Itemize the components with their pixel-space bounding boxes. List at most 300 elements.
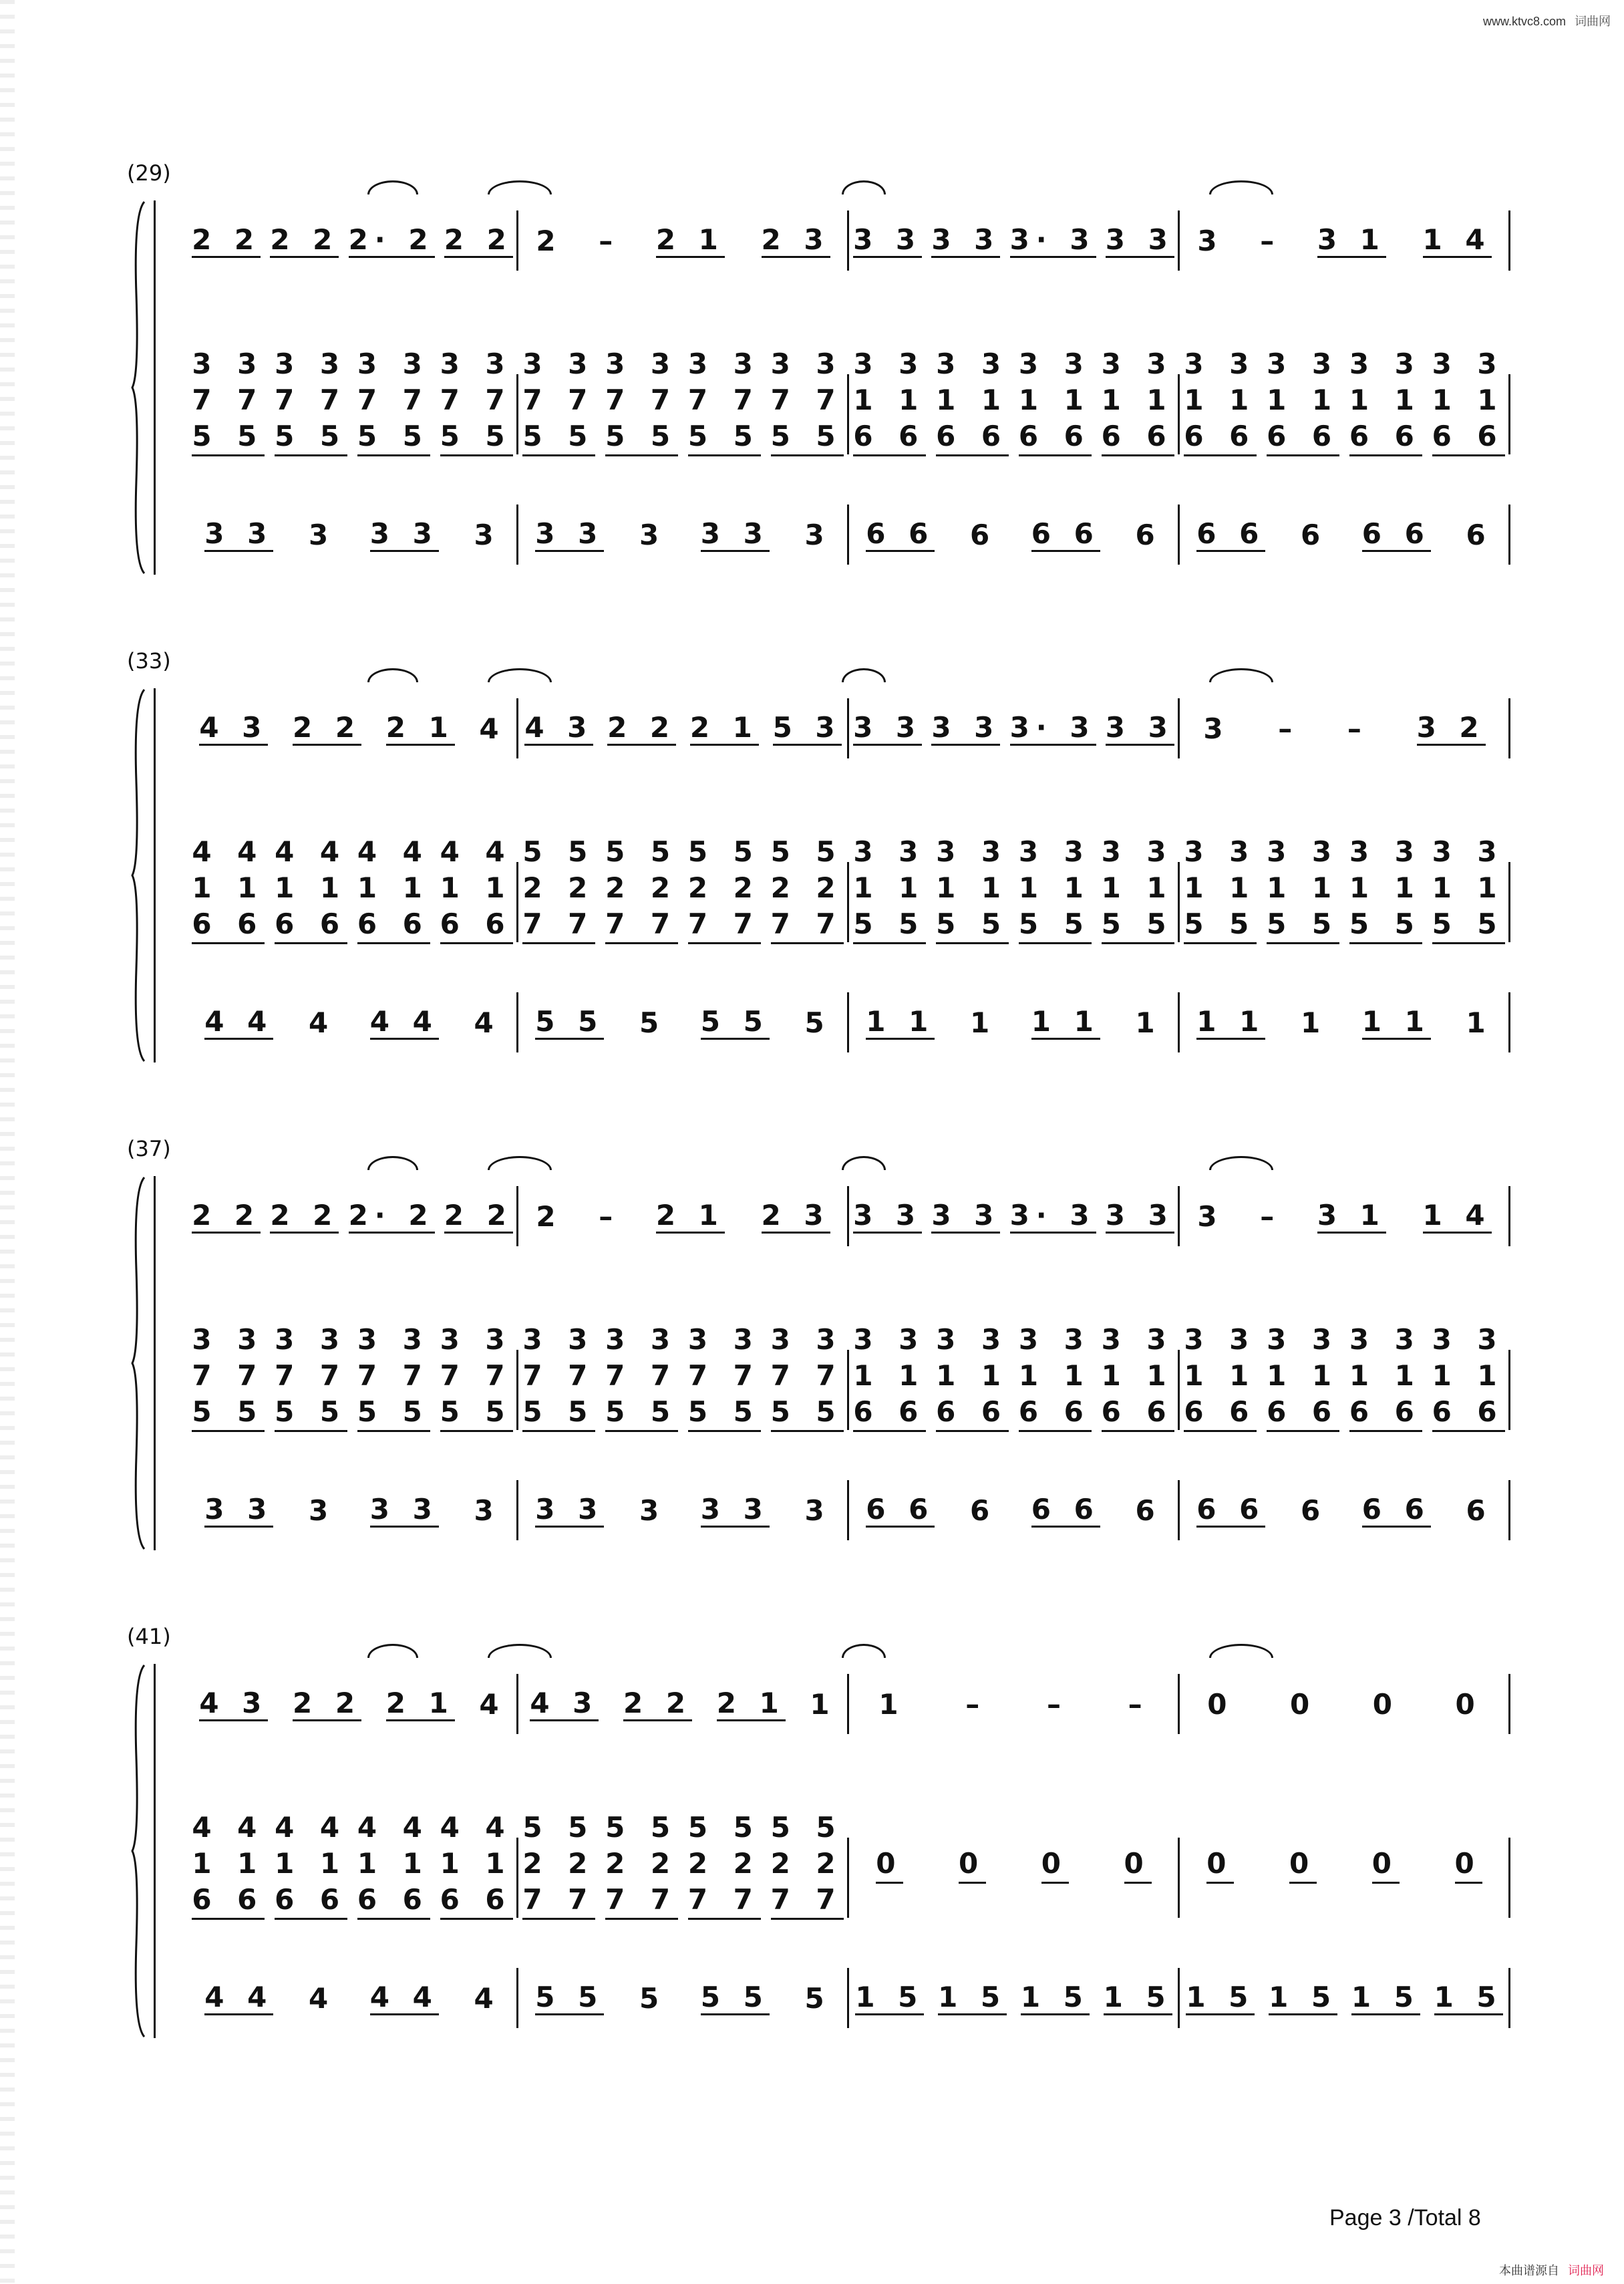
chord-mid-note: 1 1 (936, 871, 1009, 904)
chord-top-note: 3 3 (853, 1322, 927, 1356)
chord-stack (605, 1322, 678, 1432)
melody-note: – (599, 224, 620, 257)
system-barline (154, 1664, 156, 2038)
chord-stack (1349, 834, 1422, 944)
chord-stack (192, 834, 265, 944)
chord-bot-note: 5 5 (1267, 906, 1339, 944)
bass-note: 3 3 (370, 1493, 439, 1528)
chord-top-note: 3 3 (440, 347, 513, 380)
chord-mid-note: 1 1 (936, 1359, 1009, 1392)
chord-bot-note: 5 5 (1432, 906, 1505, 944)
tie-slur (488, 1644, 552, 1658)
chord-top-note: 4 4 (357, 835, 430, 868)
watermark-strip (0, 0, 15, 2284)
bass-note: 3 (474, 518, 500, 551)
bass-note: 6 (1466, 1493, 1492, 1527)
melody-note: 3 3 (931, 711, 1000, 746)
measure (848, 688, 1179, 768)
chord-top-note: 3 3 (1101, 347, 1174, 380)
chord-mid-note: 1 1 (275, 871, 348, 904)
chord-bot-note: 5 5 (853, 906, 926, 944)
chord-bot-note: 5 5 (1019, 906, 1092, 944)
chord-top-note: 3 3 (687, 1322, 761, 1356)
measure (518, 1958, 848, 2038)
bass-note: 3 (308, 518, 335, 551)
chord-mid-note: 2 2 (687, 1846, 761, 1880)
barline (1508, 1674, 1510, 1734)
chord-top-note: 3 3 (1184, 1322, 1257, 1356)
chord-stack (1019, 834, 1092, 944)
bass-note: 3 (639, 1493, 666, 1527)
melody-note: – (1260, 224, 1281, 257)
chord-stack (771, 346, 844, 456)
bass-note: 1 5 (1186, 1981, 1255, 2015)
chord-stack (1432, 1322, 1505, 1432)
tie-slur (1209, 1156, 1273, 1170)
measure-number-label: (29) (127, 160, 171, 186)
chord-mid-note: 1 1 (1267, 1359, 1340, 1392)
melody-note: 2 (536, 224, 562, 257)
bass-note: 3 (308, 1493, 335, 1527)
chord-top-note: 5 5 (522, 835, 596, 868)
chord-top-note: 3 3 (605, 347, 679, 380)
chord-top-note: 3 3 (192, 347, 265, 380)
melody-note: 3 (1197, 1199, 1224, 1233)
chord-stack (522, 834, 595, 944)
measure (187, 1958, 518, 2038)
chord-mid-note: 7 7 (192, 1359, 265, 1392)
chord-stack (1432, 346, 1505, 456)
measure (187, 1664, 518, 1744)
chord-stack (1267, 834, 1339, 944)
chord-mid-note: 1 1 (1432, 383, 1505, 416)
melody-note: 4 (479, 1687, 506, 1721)
melody-note: 2 2 (270, 1199, 339, 1234)
chord-top-note: 3 3 (853, 835, 927, 868)
melody-note: 0 (1455, 1687, 1482, 1721)
bass-note: 3 3 (370, 517, 439, 552)
system-barline (154, 688, 156, 1062)
melody-staff (187, 1176, 1496, 1256)
chord-mid-note: 1 1 (853, 1359, 927, 1392)
chord-stack (1184, 1322, 1257, 1432)
barline (1508, 862, 1510, 942)
chord-mid-note: 7 7 (440, 1359, 513, 1392)
bass-note: 4 (308, 1006, 335, 1039)
bass-note: 6 6 (866, 517, 935, 552)
chord-bot-note: 5 5 (522, 1394, 595, 1432)
barline (1508, 1968, 1510, 2028)
chord-stack (522, 1322, 595, 1432)
measure (518, 829, 848, 949)
chord-stack (936, 1322, 1009, 1432)
tie-slur (488, 668, 552, 682)
bass-note: 1 5 (1269, 1981, 1337, 2015)
tie-slur (842, 668, 886, 682)
chord-stack (936, 834, 1009, 944)
chord-mid-note: 7 7 (770, 1359, 844, 1392)
bass-note: 6 6 (866, 1493, 935, 1528)
chord-stack (688, 1322, 761, 1432)
tie-slur (367, 668, 418, 682)
melody-note: 4 3 (530, 1687, 599, 1721)
barline (1508, 210, 1510, 271)
bass-note: 3 3 (535, 1493, 604, 1528)
measure (1179, 1176, 1510, 1256)
chord-mid-note: 7 7 (522, 1359, 596, 1392)
chord-top-note: 3 3 (770, 347, 844, 380)
chord-stack (192, 1810, 265, 1920)
chord-bot-note: 7 7 (771, 906, 844, 944)
chord-bot-note: 6 6 (853, 1394, 926, 1432)
chord-bot-note: 6 6 (1267, 1394, 1339, 1432)
measure (1179, 1958, 1510, 2038)
chord-stack (1455, 1846, 1482, 1884)
bass-staff (187, 982, 1496, 1062)
bass-note: 1 5 (1104, 1981, 1172, 2015)
measure (187, 1804, 518, 1924)
chord-stack (357, 1810, 430, 1920)
chord-mid-note: 2 2 (770, 1846, 844, 1880)
measure (518, 200, 848, 281)
chord-stack (771, 1322, 844, 1432)
melody-staff (187, 200, 1496, 281)
chord-mid-note: 1 1 (1349, 1359, 1422, 1392)
measure (1179, 982, 1510, 1062)
bass-note: 3 3 (204, 1493, 273, 1528)
melody-note: 2 1 (656, 223, 725, 258)
melody-note: 0 (1207, 1687, 1234, 1721)
chord-top-note: 3 3 (1018, 347, 1092, 380)
score-system (127, 1136, 1505, 1564)
melody-note: 3· 3 (1010, 711, 1096, 746)
chord-stack (853, 346, 926, 456)
chord-mid-note: 1 1 (1018, 383, 1092, 416)
chord-bot-note: 0 (1289, 1846, 1317, 1884)
bass-note: 1 (1466, 1006, 1492, 1039)
measure (518, 1470, 848, 1550)
measure (848, 341, 1179, 461)
chord-bot-note: 6 6 (1349, 1394, 1422, 1432)
chord-stack (605, 1810, 678, 1920)
melody-note: 1 4 (1423, 223, 1492, 258)
chord-stack (771, 834, 844, 944)
bass-note: 3 (639, 518, 666, 551)
chord-mid-note: 1 1 (1101, 383, 1174, 416)
chord-stack (1184, 834, 1257, 944)
melody-note: 2 1 (656, 1199, 725, 1234)
chord-top-note: 3 3 (1267, 835, 1340, 868)
score-system (127, 1624, 1503, 2051)
chord-stack (688, 1810, 761, 1920)
chord-top-note: 4 4 (357, 1810, 430, 1844)
chord-bot-note: 6 6 (357, 1882, 430, 1920)
chord-bot-note: 7 7 (522, 906, 595, 944)
measure (848, 1958, 1179, 2038)
chord-bot-note: 7 7 (688, 906, 761, 944)
melody-note: 2 (536, 1199, 562, 1233)
bass-note: 1 5 (1021, 1981, 1090, 2015)
melody-note: 3 2 (1417, 711, 1486, 746)
chord-mid-note: 1 1 (1101, 871, 1174, 904)
barline (1508, 1186, 1510, 1246)
chord-bot-note: 5 5 (771, 1394, 844, 1432)
chord-top-note: 4 4 (440, 1810, 513, 1844)
bass-note: 6 (1135, 518, 1162, 551)
staff-brace-icon (131, 1176, 146, 1550)
credit-text: 本曲谱源自 (1498, 2264, 1559, 2277)
tie-slur (1209, 1644, 1273, 1658)
bass-note: 6 (969, 518, 997, 551)
score-system (127, 160, 1505, 588)
bass-note: 1 1 (1031, 1005, 1100, 1040)
melody-note: 2 2 (192, 1199, 261, 1234)
chord-stack (771, 1810, 844, 1920)
chord-bot-note: 6 6 (1349, 418, 1422, 456)
bass-note: 1 5 (1434, 1981, 1503, 2015)
chord-stack (357, 1322, 430, 1432)
chord-bot-note: 5 5 (1184, 906, 1257, 944)
measure (848, 1664, 1179, 1744)
chord-stack (1041, 1846, 1069, 1884)
bass-note: 1 1 (1196, 1005, 1265, 1040)
bass-note: 3 3 (535, 517, 604, 552)
chord-top-note: 4 4 (275, 835, 348, 868)
chord-stack (275, 346, 347, 456)
barline (1508, 698, 1510, 758)
chord-bot-note: 6 6 (1267, 418, 1339, 456)
chord-bot-note: 6 6 (1184, 418, 1257, 456)
bass-note: 4 4 (370, 1981, 439, 2015)
chord-bot-note: 7 7 (605, 906, 678, 944)
measure (848, 982, 1179, 1062)
chord-mid-note: 1 1 (1349, 871, 1422, 904)
melody-staff (187, 688, 1496, 768)
measure (187, 200, 518, 281)
chord-bot-note: 0 (959, 1846, 986, 1884)
chord-bot-note: 6 6 (1432, 1394, 1505, 1432)
melody-note: 4 3 (524, 711, 593, 746)
chord-stack (522, 346, 595, 456)
bass-note: 1 5 (855, 1981, 924, 2015)
chord-stack (275, 834, 347, 944)
measure (518, 494, 848, 575)
measure (187, 494, 518, 575)
melody-note: 3 3 (853, 223, 922, 258)
chord-top-note: 3 3 (1018, 1322, 1092, 1356)
barline (1508, 1838, 1510, 1918)
bass-note: 1 5 (938, 1981, 1007, 2015)
chord-stack (936, 346, 1009, 456)
chord-bot-note: 6 6 (1102, 1394, 1174, 1432)
bass-staff (187, 1470, 1496, 1550)
chord-bot-note: 6 6 (275, 1882, 347, 1920)
measure (518, 982, 848, 1062)
chord-bot-note: 6 6 (357, 906, 430, 944)
bass-note: 3 (474, 1493, 500, 1527)
chord-mid-note: 1 1 (1267, 383, 1340, 416)
chord-mid-note: 2 2 (770, 871, 844, 904)
chord-bot-note: 6 6 (1102, 418, 1174, 456)
system-barline (154, 200, 156, 575)
chord-top-note: 3 3 (1184, 347, 1257, 380)
chord-top-note: 5 5 (770, 835, 844, 868)
bass-note: 4 (308, 1981, 335, 2015)
measure (1179, 1664, 1510, 1744)
chord-stack (275, 1810, 347, 1920)
chord-mid-note: 1 1 (853, 383, 927, 416)
chord-bot-note: 6 6 (440, 1882, 513, 1920)
melody-note: 3 1 (1317, 1199, 1386, 1234)
chord-stack (1267, 1322, 1339, 1432)
staff-brace-icon (131, 200, 146, 575)
bass-note: 1 1 (1362, 1005, 1431, 1040)
chord-top-note: 3 3 (275, 347, 348, 380)
chord-top-note: 5 5 (687, 1810, 761, 1844)
chord-stack (192, 1322, 265, 1432)
melody-note: 2 2 (623, 1687, 692, 1721)
bass-note: 5 (804, 1006, 831, 1039)
chord-mid-note: 7 7 (357, 1359, 430, 1392)
chord-stack (688, 346, 761, 456)
chords-staff (187, 341, 1505, 461)
chord-stack (1289, 1846, 1317, 1884)
measure (187, 829, 518, 949)
barline (1508, 1480, 1510, 1540)
chord-mid-note: 2 2 (522, 1846, 596, 1880)
bass-note: 5 5 (701, 1005, 770, 1040)
chord-mid-note: 1 1 (1018, 871, 1092, 904)
tie-slur (488, 180, 552, 194)
bass-note: 4 4 (370, 1005, 439, 1040)
melody-note: 1 4 (1423, 1199, 1492, 1234)
melody-note: – (1347, 712, 1368, 745)
melody-note: 2· 2 (349, 1199, 435, 1234)
measure (1179, 1470, 1510, 1550)
chord-stack (522, 1810, 595, 1920)
melody-note: 3 3 (853, 1199, 922, 1234)
header-url: www.ktvc8.com (1482, 15, 1566, 28)
chord-mid-note: 1 1 (936, 383, 1009, 416)
melody-note: – (1046, 1687, 1068, 1721)
chord-mid-note: 7 7 (357, 383, 430, 416)
melody-note: 5 3 (773, 711, 842, 746)
melody-note: 2 2 (293, 711, 361, 746)
bass-note: 6 (1466, 518, 1492, 551)
chord-mid-note: 1 1 (440, 1846, 513, 1880)
chord-bot-note: 7 7 (522, 1882, 595, 1920)
chord-mid-note: 1 1 (1432, 1359, 1505, 1392)
measure (518, 1804, 848, 1924)
melody-note: 1 (810, 1687, 836, 1721)
melody-note: 2 2 (192, 223, 261, 258)
chord-top-note: 3 3 (853, 347, 927, 380)
measure (1179, 341, 1510, 461)
measure (518, 1176, 848, 1256)
chord-bot-note: 7 7 (771, 1882, 844, 1920)
chord-top-note: 4 4 (192, 1810, 265, 1844)
chord-stack (440, 346, 513, 456)
tie-slur (842, 180, 886, 194)
bass-note: 6 (1135, 1493, 1162, 1527)
chord-bot-note: 5 5 (192, 1394, 265, 1432)
chord-mid-note: 1 1 (1432, 871, 1505, 904)
bass-note: 6 (1300, 1493, 1327, 1527)
chord-bot-note: 0 (1124, 1846, 1152, 1884)
melody-note: 4 3 (199, 1687, 268, 1721)
melody-note: 2 1 (690, 711, 759, 746)
chord-mid-note: 1 1 (853, 871, 927, 904)
page-header (1483, 12, 1611, 29)
chord-bot-note: 6 6 (192, 1882, 265, 1920)
chord-top-note: 3 3 (440, 1322, 513, 1356)
measure (518, 341, 848, 461)
bass-note: 1 5 (1351, 1981, 1420, 2015)
chord-mid-note: 7 7 (275, 1359, 348, 1392)
melody-note: – (1278, 712, 1299, 745)
melody-note: 2 2 (293, 1687, 361, 1721)
measure (848, 1316, 1179, 1437)
bass-note: 1 1 (866, 1005, 935, 1040)
bass-note: 4 (474, 1981, 500, 2015)
tie-slur (1209, 668, 1273, 682)
chord-bot-note: 6 6 (936, 1394, 1009, 1432)
melody-note: 3 (1197, 224, 1224, 257)
melody-note: 3 3 (931, 223, 1000, 258)
measure (848, 829, 1179, 949)
melody-note: 2 2 (607, 711, 676, 746)
melody-staff (187, 1664, 1496, 1744)
melody-note: 2 2 (270, 223, 339, 258)
melody-note: 2 2 (444, 1199, 513, 1234)
credit-brand: 词曲网 (1568, 2264, 1604, 2277)
chord-stack (440, 834, 513, 944)
chord-bot-note: 5 5 (605, 418, 678, 456)
credit-line (1499, 2261, 1604, 2279)
bass-note: 6 (969, 1493, 997, 1527)
chord-top-note: 3 3 (357, 347, 430, 380)
chord-top-note: 3 3 (1101, 1322, 1174, 1356)
measure (187, 341, 518, 461)
bass-note: 6 6 (1196, 1493, 1265, 1528)
melody-note: – (1260, 1199, 1281, 1233)
melody-note: 3· 3 (1010, 223, 1096, 258)
measure (1179, 1804, 1510, 1924)
chord-stack (605, 834, 678, 944)
measure (187, 1470, 518, 1550)
chord-bot-note: 5 5 (275, 418, 347, 456)
chord-bot-note: 7 7 (605, 1882, 678, 1920)
chord-bot-note: 6 6 (440, 906, 513, 944)
chord-top-note: 3 3 (275, 1322, 348, 1356)
chord-stack (1349, 1322, 1422, 1432)
chord-bot-note: 5 5 (440, 418, 513, 456)
chord-bot-note: 0 (1455, 1846, 1482, 1884)
measure-number-label: (41) (127, 1624, 171, 1649)
bass-note: 5 5 (535, 1005, 604, 1040)
chord-bot-note: 5 5 (357, 1394, 430, 1432)
chord-mid-note: 1 1 (1184, 1359, 1257, 1392)
chord-top-note: 3 3 (1184, 835, 1257, 868)
tie-slur (842, 1156, 886, 1170)
measure (1179, 494, 1510, 575)
chord-mid-note: 1 1 (192, 871, 265, 904)
measure (187, 1316, 518, 1437)
bass-note: 3 3 (204, 517, 273, 552)
chord-top-note: 5 5 (605, 835, 679, 868)
chord-top-note: 3 3 (1267, 1322, 1340, 1356)
chord-top-note: 3 3 (522, 1322, 596, 1356)
